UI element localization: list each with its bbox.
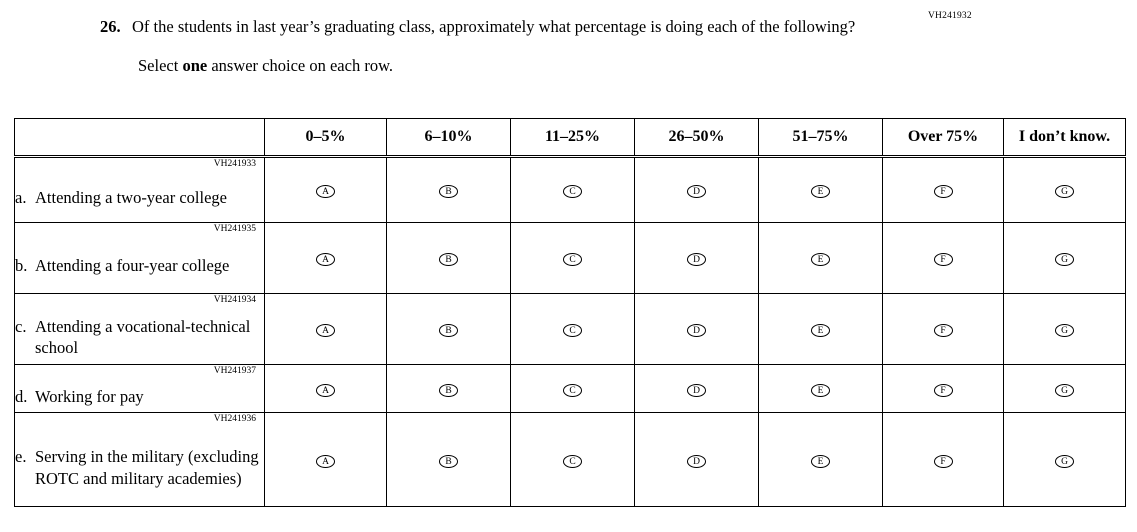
radio-bubble-B-icon[interactable]: B <box>439 455 458 468</box>
option-a-0-5[interactable] <box>265 157 387 223</box>
option-e-26-50[interactable] <box>635 413 759 507</box>
radio-bubble-D-icon[interactable]: D <box>687 384 706 397</box>
column-header-0-5: 0–5% <box>265 119 387 157</box>
option-c-51-75[interactable] <box>759 294 883 365</box>
row-letter-b: b. <box>15 256 28 276</box>
radio-bubble-D-icon[interactable]: D <box>687 253 706 266</box>
row-label-e: Serving in the military (excluding ROTC and military academies) <box>35 447 259 488</box>
row-code-e: VH241936 <box>213 414 256 424</box>
table-body <box>15 157 1126 507</box>
radio-bubble-F-icon[interactable]: F <box>934 324 953 337</box>
row-stem-d <box>15 365 265 413</box>
option-b-over-75[interactable] <box>883 223 1004 294</box>
radio-bubble-A-icon[interactable]: A <box>316 455 335 468</box>
option-d-dont-know[interactable] <box>1004 365 1126 413</box>
radio-bubble-A-icon[interactable]: A <box>316 324 335 337</box>
answer-table <box>14 118 1126 507</box>
instruction-after: answer choice on each row. <box>207 55 394 75</box>
option-e-0-5[interactable] <box>265 413 387 507</box>
option-b-11-25[interactable] <box>511 223 635 294</box>
item-code-top-right: VH241932 <box>928 11 972 21</box>
column-header-stem <box>15 119 265 157</box>
option-d-26-50[interactable] <box>635 365 759 413</box>
row-code-b: VH241935 <box>213 224 256 234</box>
table-header-row <box>15 119 1126 157</box>
column-header-51-75: 51–75% <box>759 119 883 157</box>
question-line <box>100 16 900 38</box>
row-stem-a <box>15 157 265 223</box>
option-e-over-75[interactable] <box>883 413 1004 507</box>
option-d-0-5[interactable] <box>265 365 387 413</box>
radio-bubble-E-icon[interactable]: E <box>811 384 830 397</box>
radio-bubble-B-icon[interactable]: B <box>439 253 458 266</box>
row-label-b: Attending a four-year college <box>35 256 230 276</box>
radio-bubble-G-icon[interactable]: G <box>1055 455 1074 468</box>
radio-bubble-F-icon[interactable]: F <box>934 253 953 266</box>
row-stem-c <box>15 294 265 365</box>
radio-bubble-C-icon[interactable]: C <box>563 253 582 266</box>
row-letter-d: d. <box>15 386 28 406</box>
row-stem-b <box>15 223 265 294</box>
row-code-c: VH241934 <box>213 295 256 305</box>
option-a-over-75[interactable] <box>883 157 1004 223</box>
option-c-over-75[interactable] <box>883 294 1004 365</box>
option-b-26-50[interactable] <box>635 223 759 294</box>
option-b-6-10[interactable] <box>387 223 511 294</box>
radio-bubble-A-icon[interactable]: A <box>316 384 335 397</box>
radio-bubble-B-icon[interactable]: B <box>439 185 458 198</box>
row-label-a: Attending a two-year college <box>35 188 227 208</box>
option-d-6-10[interactable] <box>387 365 511 413</box>
option-c-11-25[interactable] <box>511 294 635 365</box>
radio-bubble-G-icon[interactable]: G <box>1055 253 1074 266</box>
radio-bubble-C-icon[interactable]: C <box>563 384 582 397</box>
radio-bubble-C-icon[interactable]: C <box>563 185 582 198</box>
question-block <box>100 16 900 76</box>
instruction-before: Select <box>138 55 183 75</box>
option-b-dont-know[interactable] <box>1004 223 1126 294</box>
radio-bubble-F-icon[interactable]: F <box>934 185 953 198</box>
table-row <box>15 365 1126 413</box>
option-a-6-10[interactable] <box>387 157 511 223</box>
radio-bubble-G-icon[interactable]: G <box>1055 384 1074 397</box>
row-letter-e: e. <box>15 447 27 467</box>
table-row <box>15 223 1126 294</box>
question-number: 26. <box>100 17 121 36</box>
column-header-over-75: Over 75% <box>883 119 1004 157</box>
radio-bubble-F-icon[interactable]: F <box>934 455 953 468</box>
option-a-26-50[interactable] <box>635 157 759 223</box>
column-header-11-25: 11–25% <box>511 119 635 157</box>
radio-bubble-G-icon[interactable]: G <box>1055 185 1074 198</box>
table-row <box>15 294 1126 365</box>
row-code-a: VH241933 <box>213 159 256 169</box>
option-a-11-25[interactable] <box>511 157 635 223</box>
radio-bubble-A-icon[interactable]: A <box>316 253 335 266</box>
question-instruction <box>138 55 900 76</box>
radio-bubble-E-icon[interactable]: E <box>811 324 830 337</box>
option-d-51-75[interactable] <box>759 365 883 413</box>
row-label-c: Attending a vocational-technical school <box>35 316 251 357</box>
option-b-0-5[interactable] <box>265 223 387 294</box>
radio-bubble-D-icon[interactable]: D <box>687 455 706 468</box>
option-e-dont-know[interactable] <box>1004 413 1126 507</box>
row-label-d: Working for pay <box>35 386 144 406</box>
radio-bubble-E-icon[interactable]: E <box>811 253 830 266</box>
radio-bubble-C-icon[interactable]: C <box>563 455 582 468</box>
option-a-dont-know[interactable] <box>1004 157 1126 223</box>
table-row <box>15 413 1126 507</box>
row-letter-a: a. <box>15 188 27 208</box>
radio-bubble-B-icon[interactable]: B <box>439 324 458 337</box>
question-text: Of the students in last year’s graduating class, approximately what percentage is doing each of the following? <box>132 17 856 36</box>
radio-bubble-A-icon[interactable]: A <box>316 185 335 198</box>
column-header-dont-know: I don’t know. <box>1004 119 1126 157</box>
column-header-6-10: 6–10% <box>387 119 511 157</box>
instruction-emphasis: one <box>182 55 208 75</box>
radio-bubble-F-icon[interactable]: F <box>934 384 953 397</box>
option-c-6-10[interactable] <box>387 294 511 365</box>
option-e-6-10[interactable] <box>387 413 511 507</box>
option-e-51-75[interactable] <box>759 413 883 507</box>
option-b-51-75[interactable] <box>759 223 883 294</box>
radio-bubble-E-icon[interactable]: E <box>811 185 830 198</box>
radio-bubble-C-icon[interactable]: C <box>563 324 582 337</box>
option-d-11-25[interactable] <box>511 365 635 413</box>
option-c-26-50[interactable] <box>635 294 759 365</box>
option-d-over-75[interactable] <box>883 365 1004 413</box>
radio-bubble-D-icon[interactable]: D <box>687 185 706 198</box>
row-stem-e <box>15 413 265 507</box>
row-code-d: VH241937 <box>213 366 256 376</box>
table-row <box>15 157 1126 223</box>
radio-bubble-D-icon[interactable]: D <box>687 324 706 337</box>
row-letter-c: c. <box>15 316 27 336</box>
column-header-26-50: 26–50% <box>635 119 759 157</box>
option-c-dont-know[interactable] <box>1004 294 1126 365</box>
radio-bubble-E-icon[interactable]: E <box>811 455 830 468</box>
radio-bubble-G-icon[interactable]: G <box>1055 324 1074 337</box>
radio-bubble-B-icon[interactable]: B <box>439 384 458 397</box>
option-a-51-75[interactable] <box>759 157 883 223</box>
option-e-11-25[interactable] <box>511 413 635 507</box>
answer-grid <box>14 118 1125 507</box>
option-c-0-5[interactable] <box>265 294 387 365</box>
